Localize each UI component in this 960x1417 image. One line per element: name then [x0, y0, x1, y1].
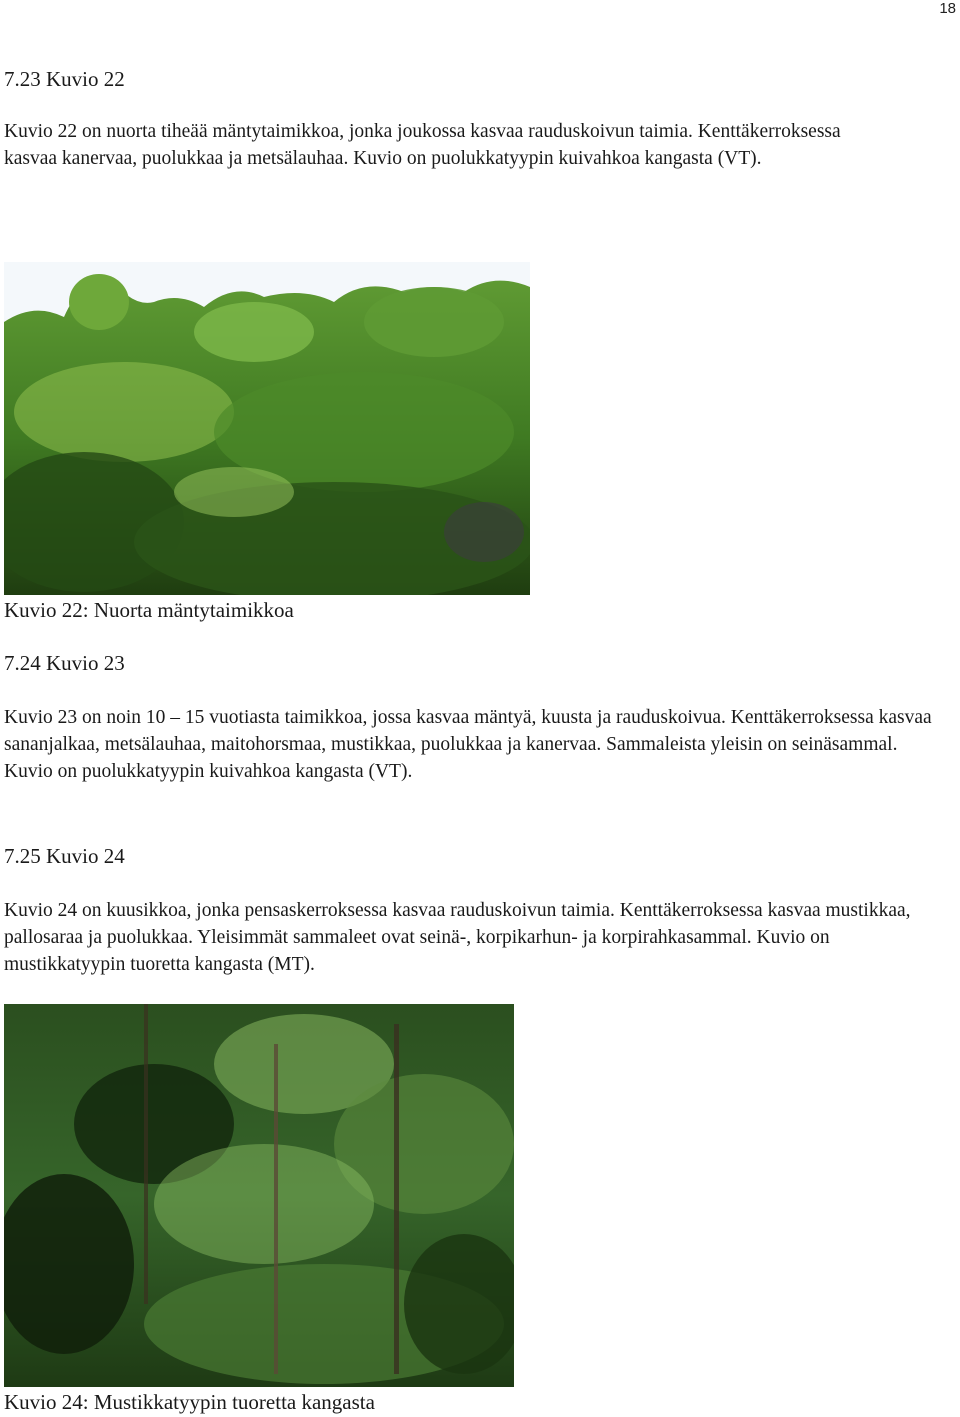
photo-kuvio-22 — [4, 262, 530, 595]
page-number: 18 — [939, 0, 956, 17]
section-body-kuvio-22: Kuvio 22 on nuorta tiheää mäntytaimikkoa, jonka joukossa kasvaa rauduskoivun taimia. Kenttäkerroksessa kasvaa kanervaa, puolukkaa ja metsälauhaa. Kuvio on puolukkatyypin kuivahkoa kangasta (VT). — [4, 121, 841, 169]
section-heading-kuvio-24: 7.25 Kuvio 24 — [4, 844, 125, 868]
section-body-kuvio-24: Kuvio 24 on kuusikkoa, jonka pensaskerroksessa kasvaa rauduskoivun taimia. Kenttäkerroksessa kasvaa mustikkaa, pallosaraa ja puolukkaa. Yleisimmät sammaleet ovat seinä-, korpikarhun- ja korpirahkasammal. Kuvio on mustikkatyypin tuoretta kangasta (MT). — [4, 900, 911, 975]
section-heading-kuvio-22: 7.23 Kuvio 22 — [4, 67, 125, 91]
photo-kuvio-24 — [4, 1004, 514, 1387]
section-heading-kuvio-23: 7.24 Kuvio 23 — [4, 651, 125, 675]
forest-photo-young-pine — [4, 262, 530, 595]
figure-caption-kuvio-22: Kuvio 22: Nuorta mäntytaimikkoa — [4, 598, 294, 622]
forest-photo-spruce — [4, 1004, 514, 1387]
section-body-kuvio-23: Kuvio 23 on noin 10 – 15 vuotiasta taimikkoa, jossa kasvaa mäntyä, kuusta ja rauduskoivua. Kenttäkerroksessa kasvaa sananjalkaa, metsälauhaa, maitohorsmaa, mustikkaa, puolukkaa ja kanervaa. Sammaleista yleisin on seinäsammal. Kuvio on puolukkatyypin kuivahkoa kangasta (VT). — [4, 707, 932, 782]
figure-caption-kuvio-24: Kuvio 24: Mustikkatyypin tuoretta kangasta — [4, 1390, 375, 1414]
